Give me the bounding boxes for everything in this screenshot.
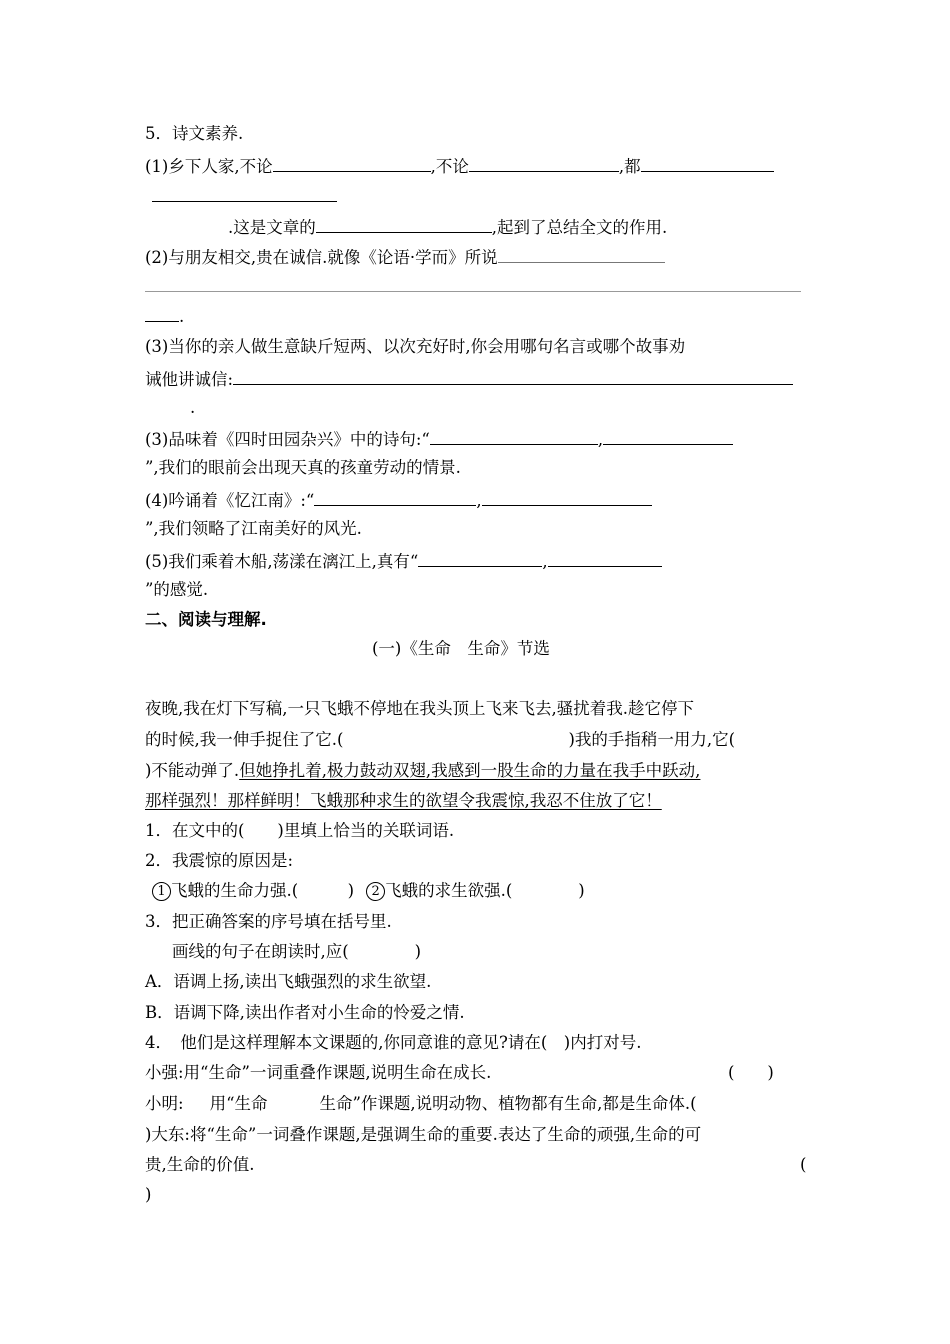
passage-title: (一)《生命 生命》节选 <box>372 639 550 658</box>
option-number-2: 2 <box>366 882 385 901</box>
q5-p4-line <box>145 427 733 451</box>
option-1[interactable]: 飞蛾的生命力强.( ) <box>171 881 355 900</box>
q4-x2b: 用“生命 <box>209 1094 268 1113</box>
underlined-sentence: 但她挣扎着,极力鼓动双翅,我感到一股生命的力量在我手中跃动, <box>239 761 701 780</box>
q5-p1-b: ,不论 <box>430 157 469 176</box>
question-2-options <box>152 880 585 902</box>
question-4: 4． 他们是这样理解本文课题的,你同意谁的意见?请在( )内打对号. <box>145 1033 642 1052</box>
q5-p3-end: . <box>190 398 196 417</box>
answer-blank[interactable] <box>152 184 337 202</box>
q4-x2c: 生命”作课题,说明动物、植物都有生命,都是生命体.( <box>319 1094 697 1113</box>
q5-p4-b: ”,我们的眼前会出现天真的孩童劳动的情景. <box>145 458 461 477</box>
answer-blank[interactable] <box>498 245 665 263</box>
answer-blank[interactable] <box>273 154 431 172</box>
answer-blank[interactable] <box>603 427 733 445</box>
q5-p1-a: (1)乡下人家,不论 <box>145 157 273 176</box>
q5-line1 <box>145 154 774 178</box>
q4-check-paren-1[interactable]: ( ) <box>728 1063 774 1082</box>
q4-check-paren-3[interactable]: ( <box>800 1155 807 1174</box>
q5-p6-line <box>145 549 662 573</box>
q4-opinion-2 <box>145 1093 697 1115</box>
q5-p5-sep: , <box>476 491 482 510</box>
answer-blank[interactable] <box>418 549 542 567</box>
q4-x2a: 小明: <box>145 1094 184 1113</box>
q5-p1-c: ,都 <box>618 157 641 176</box>
q5-line1-end <box>228 215 667 239</box>
answer-blank[interactable] <box>482 488 652 506</box>
q5-line1-cont <box>152 184 337 208</box>
answer-blank[interactable] <box>430 427 598 445</box>
q5-p1-e: ,起到了总结全文的作用. <box>491 218 668 237</box>
q5-p3-b: 诫他讲诚信: <box>145 370 234 389</box>
q5-p6-a: (5)我们乘着木船,荡漾在漓江上,真有“ <box>145 552 419 571</box>
q4-opinion-3-end: 贵,生命的价值. <box>145 1155 255 1174</box>
passage-line-2 <box>145 729 735 751</box>
answer-blank[interactable] <box>314 488 476 506</box>
q5-p6-b: ”的感觉. <box>145 580 209 599</box>
q5-p4-sep: , <box>597 430 604 449</box>
option-number-1: 1 <box>152 882 171 901</box>
passage-line-1: 夜晚,我在灯下写稿,一只飞蛾不停地在我头顶上飞来飞去,骚扰着我.趁它停下 <box>145 699 694 718</box>
question-1: 1．在文中的( )里填上恰当的关联词语. <box>145 821 455 840</box>
q5-title: 5．诗文素养. <box>145 124 244 143</box>
answer-blank[interactable] <box>233 367 793 385</box>
answer-line[interactable] <box>145 291 801 292</box>
section2-title: 二、阅读与理解. <box>145 610 267 629</box>
q5-p5-line <box>145 488 652 512</box>
q5-p3-line-b <box>145 367 793 391</box>
q5-p4-a: (3)品味着《四时田园杂兴》中的诗句:“ <box>145 430 430 449</box>
q4-close-paren: ) <box>145 1185 152 1204</box>
question-2: 2．我震惊的原因是: <box>145 851 294 870</box>
option-a[interactable]: A．语调上扬,读出飞蛾强烈的求生欲望. <box>145 972 432 991</box>
q4-opinion-1: 小强:用“生命”一词重叠作课题,说明生命在成长. <box>145 1063 492 1082</box>
q5-line2 <box>145 245 665 269</box>
q5-p2-end: . <box>179 307 185 326</box>
passage-l3a: )不能动弹了. <box>145 761 240 780</box>
answer-blank[interactable] <box>469 154 619 172</box>
q5-p1-d: .这是文章的 <box>228 218 316 237</box>
passage-line-3 <box>145 760 700 782</box>
underlined-sentence-2: 那样强烈！那样鲜明！飞蛾那种求生的欲望令我震惊,我忍不住放了它！ <box>145 791 662 810</box>
passage-l2b: )我的手指稍一用力,它( <box>568 730 736 749</box>
answer-blank[interactable] <box>316 215 492 233</box>
q4-opinion-3: )大东:将“生命”一词叠作课题,是强调生命的重要.表达了生命的顽强,生命的可 <box>145 1125 702 1144</box>
q5-p2-a: (2)与朋友相交,贵在诚信.就像《论语·学而》所说 <box>145 248 498 267</box>
passage-l2a: 的时候,我一伸手捉住了它.( <box>145 730 344 749</box>
answer-blank[interactable] <box>548 549 662 567</box>
question-3-sub: 画线的句子在朗读时,应( ) <box>172 942 422 961</box>
q5-p5-b: ”,我们领略了江南美好的风光. <box>145 519 362 538</box>
q5-p6-sep: , <box>542 552 548 571</box>
q5-p5-a: (4)吟诵着《忆江南》:“ <box>145 491 315 510</box>
answer-blank[interactable] <box>145 304 179 322</box>
question-3: 3．把正确答案的序号填在括号里. <box>145 912 392 931</box>
q5-p3-line-a: (3)当你的亲人做生意缺斤短两、以次充好时,你会用哪句名言或哪个故事劝 <box>145 337 686 356</box>
option-b[interactable]: B．语调下降,读出作者对小生命的怜爱之情. <box>145 1003 465 1022</box>
q5-line2-end <box>145 304 184 328</box>
answer-blank[interactable] <box>641 154 774 172</box>
option-2[interactable]: 飞蛾的求生欲强.( ) <box>385 881 585 900</box>
